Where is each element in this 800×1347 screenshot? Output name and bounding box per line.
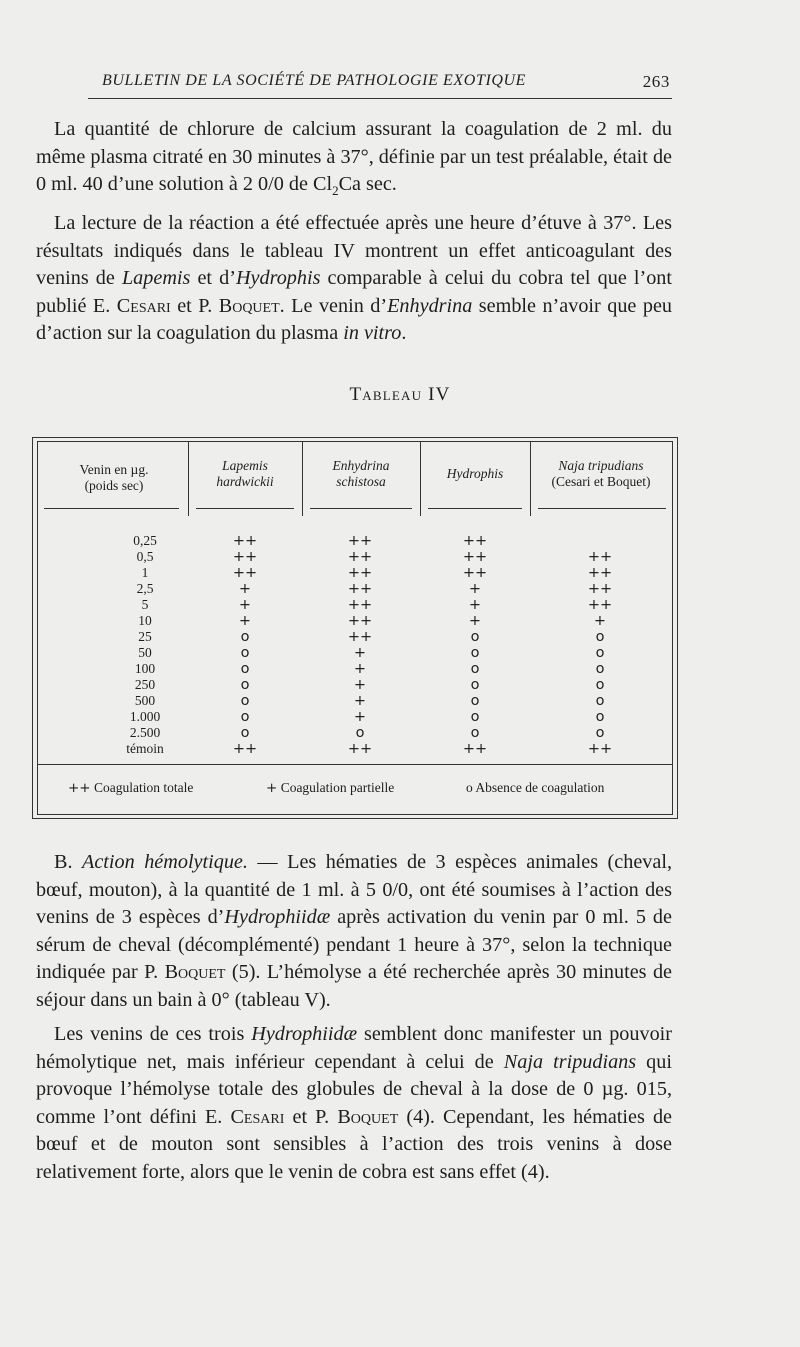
header-rule: [196, 508, 294, 509]
enhydrina-cell: +: [353, 693, 367, 709]
enhydrina-cell: o: [355, 725, 365, 741]
hydrophis-cell: ++: [462, 741, 488, 757]
table-row: [0, 677, 800, 693]
table-row: [0, 741, 800, 757]
naja-cell: o: [595, 645, 605, 661]
enhydrina-cell: ++: [347, 613, 373, 629]
enhydrina-cell: +: [353, 709, 367, 725]
lapemis-cell: o: [240, 661, 250, 677]
legend-partial: + Coagulation partielle: [266, 780, 395, 796]
table-row: [0, 709, 800, 725]
hydrophis-cell: ++: [462, 533, 488, 549]
enhydrina-cell: ++: [347, 741, 373, 757]
hydrophis-cell: +: [468, 597, 482, 613]
naja-cell: ++: [587, 549, 613, 565]
lapemis-cell: o: [240, 629, 250, 645]
hydrophis-cell: o: [470, 677, 480, 693]
lapemis-cell: +: [238, 597, 252, 613]
dose-cell: 0,25: [133, 533, 157, 548]
lapemis-cell: o: [240, 677, 250, 693]
dose-cell: 500: [134, 693, 156, 708]
hydrophis-cell: ++: [462, 549, 488, 565]
enhydrina-cell: ++: [347, 565, 373, 581]
dose-cell: 250: [134, 677, 156, 692]
enhydrina-cell: ++: [347, 533, 373, 549]
table-row: [0, 549, 800, 565]
naja-cell: o: [595, 661, 605, 677]
enhydrina-cell: +: [353, 645, 367, 661]
col-header-naja: Naja tripudians (Cesari et Boquet): [551, 458, 651, 489]
naja-cell: ++: [587, 597, 613, 613]
lapemis-cell: +: [238, 581, 252, 597]
lapemis-cell: ++: [232, 549, 258, 565]
dose-cell: 10: [138, 613, 152, 628]
table-row: [0, 533, 800, 549]
lapemis-cell: o: [240, 709, 250, 725]
dose-cell: 25: [138, 629, 152, 644]
paragraph-reading: La lecture de la réaction a été effectuée après une heure d’étuve à 37°. Les résultats indiqués dans le tableau IV montrent un effet anticoagulant des venins de Lapemis et d’Hydrophis comparable à celui du cobra tel que l’ont publié E. Cesari et P. Boquet. Le venin d’Enhydrina semble n’avoir que peu d’action sur la coagulation du plasma in vitro.: [36, 212, 673, 344]
table-row: [0, 693, 800, 709]
journal-title: BULLETIN DE LA SOCIÉTÉ DE PATHOLOGIE EXOTIQUE: [102, 72, 527, 89]
enhydrina-cell: ++: [347, 629, 373, 645]
table-row: [0, 725, 800, 741]
page-number: 263: [642, 72, 670, 91]
hydrophis-cell: o: [470, 629, 480, 645]
legend-total: ++ Coagulation totale: [68, 780, 194, 796]
table-row: [0, 645, 800, 661]
header-rule: [538, 508, 666, 509]
table-row: [0, 597, 800, 613]
enhydrina-cell: ++: [347, 597, 373, 613]
paragraph-hemolysis: B. Action hémolytique. — Les hématies de 3 espèces animales (cheval, bœuf, mouton), à la quantité de 1 ml. à 5 0/0, ont été soumises à l’action des venins de 3 espèces d’Hydrophiidæ après activation du venin par 0 ml. 5 de sérum de cheval (décomplémenté) pendant 1 heure à 37°, selon la technique indiquée par P. Boquet (5). L’hémolyse a été recherchée après 30 minutes de séjour dans un bain à 0° (tableau V).: [36, 851, 673, 1011]
dose-cell: 1: [141, 565, 149, 580]
naja-cell: o: [595, 677, 605, 693]
lapemis-cell: o: [240, 725, 250, 741]
col-header-dose: Venin en µg. (poids sec): [79, 462, 149, 493]
hydrophis-cell: o: [470, 661, 480, 677]
hydrophis-cell: o: [470, 709, 480, 725]
naja-cell: o: [595, 709, 605, 725]
naja-cell: o: [595, 725, 605, 741]
paragraph-conclusion: Les venins de ces trois Hydrophiidæ semblent donc manifester un pouvoir hémolytique net, mais inférieur cependant à celui de Naja tripudians qui provoque l’hémolyse totale des globules de cheval à la dose de 0 µg. 015, comme l’ont défini E. Cesari et P. Boquet (4). Cependant, les hématies de bœuf et de mouton sont sensibles à l’action des trois venins à dose relativement forte, alors que le venin de cobra est sans effet (4).: [36, 1023, 673, 1183]
lapemis-cell: o: [240, 693, 250, 709]
paragraph-calcium: La quantité de chlorure de calcium assurant la coagulation de 2 ml. du même plasma citraté en 30 minutes à 37°, définie par un test préalable, était de 0 ml. 40 d’une solution à 2 0/0 de $Cl_2Ca$ sec.: [36, 118, 672, 199]
hydrophis-cell: o: [470, 693, 480, 709]
lapemis-cell: ++: [232, 533, 258, 549]
enhydrina-cell: +: [353, 677, 367, 693]
header-rule: [428, 508, 522, 509]
subscript-2: 2: [332, 183, 339, 199]
lapemis-cell: o: [240, 645, 250, 661]
dose-cell: 2.500: [129, 725, 161, 740]
table-row: [0, 581, 800, 597]
legend-absence: o Absence de coagulation: [466, 780, 605, 795]
enhydrina-cell: ++: [347, 549, 373, 565]
naja-cell: ++: [587, 581, 613, 597]
dose-cell: 50: [138, 645, 152, 660]
naja-cell: ++: [587, 565, 613, 581]
col-header-lapemis: Lapemis hardwickii: [216, 458, 274, 489]
naja-cell: +: [593, 613, 607, 629]
hydrophis-cell: o: [470, 725, 480, 741]
lapemis-cell: +: [238, 613, 252, 629]
header-rule: [44, 508, 179, 509]
dose-cell: 5: [141, 597, 149, 612]
enhydrina-cell: ++: [347, 581, 373, 597]
dose-cell: 100: [134, 661, 156, 676]
dose-cell: 1.000: [129, 709, 161, 724]
running-header: [88, 68, 672, 99]
col-header-hydrophis: Hydrophis: [446, 466, 504, 481]
table-row: [0, 613, 800, 629]
col-header-enhydrina: Enhydrina schistosa: [332, 458, 390, 489]
table-row: [0, 661, 800, 677]
hydrophis-cell: o: [470, 645, 480, 661]
naja-cell: o: [595, 629, 605, 645]
table-row: [0, 565, 800, 581]
dose-cell: 0,5: [136, 549, 154, 564]
table-row: [0, 629, 800, 645]
dose-cell: témoin: [126, 741, 164, 756]
lapemis-cell: ++: [232, 741, 258, 757]
hydrophis-cell: ++: [462, 565, 488, 581]
lapemis-cell: ++: [232, 565, 258, 581]
dose-cell: 2,5: [136, 581, 154, 596]
hydrophis-cell: +: [468, 581, 482, 597]
naja-cell: o: [595, 693, 605, 709]
hydrophis-cell: +: [468, 613, 482, 629]
legend-rule: [38, 764, 672, 765]
table-caption: Tableau IV: [349, 384, 451, 405]
header-rule: [310, 508, 412, 509]
naja-cell: ++: [587, 741, 613, 757]
enhydrina-cell: +: [353, 661, 367, 677]
